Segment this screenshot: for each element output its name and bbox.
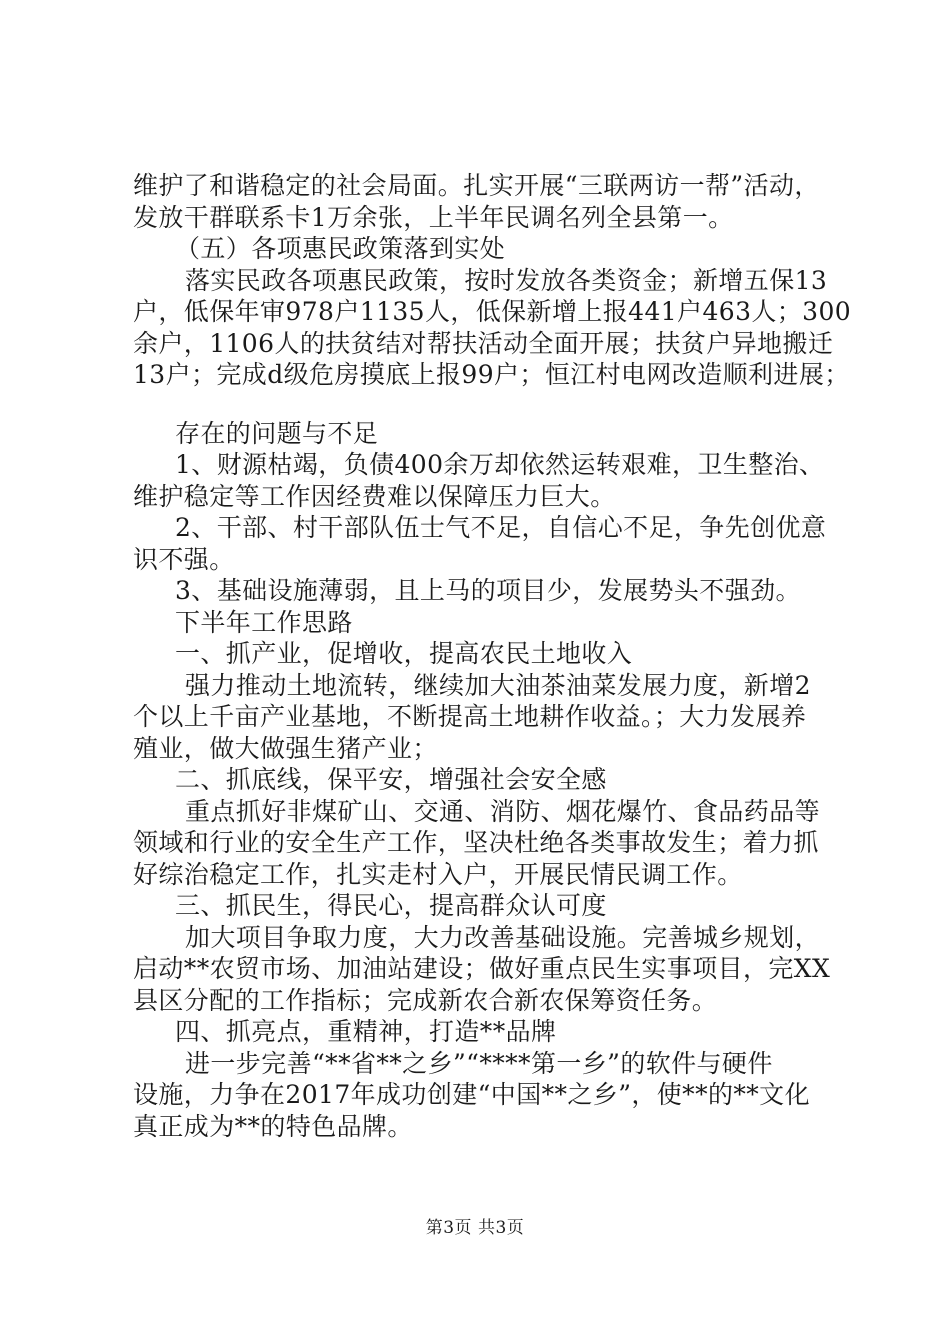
- paragraph-line: 13户；完成d级危房摸底上报99户；恒江村电网改造顺利进展；: [133, 360, 850, 389]
- subsection-heading: 一、抓产业，促增收，提高农民土地收入: [175, 639, 633, 668]
- paragraph-line: 县区分配的工作指标；完成新农合新农保筹资任务。: [133, 985, 718, 1015]
- paragraph-line: 殖业，做大做强生猪产业；: [133, 733, 438, 763]
- list-item: 2、干部、村干部队伍士气不足，自信心不足，争先创优意: [175, 513, 827, 542]
- subsection-heading: 四、抓亮点，重精神，打造**品牌: [175, 1017, 557, 1046]
- page-number-footer: 第3页 共3页: [425, 1218, 525, 1238]
- paragraph-line: 强力推动土地流转，继续加大油茶油菜发展力度，新增2: [185, 670, 811, 700]
- paragraph-line: 真正成为**的特色品牌。: [133, 1111, 413, 1141]
- list-item: 1、财源枯竭，负债400余万却依然运转艰难，卫生整治、: [175, 450, 825, 479]
- paragraph-line: 领域和行业的安全生产工作，坚决杜绝各类事故发生；着力抓: [133, 828, 819, 857]
- section-heading: 下半年工作思路: [175, 607, 353, 637]
- paragraph-line: 识不强。: [133, 544, 235, 574]
- paragraph-line: 重点抓好非煤矿山、交通、消防、烟花爆竹、食品药品等: [185, 796, 821, 826]
- section-heading: （五）各项惠民政策落到实处: [175, 234, 506, 263]
- paragraph-gap: [133, 391, 833, 418]
- paragraph-line: 维护了和谐稳定的社会局面。扎实开展“三联两访一帮”活动，: [133, 171, 820, 200]
- subsection-heading: 二、抓底线，保平安，增强社会安全感: [175, 765, 607, 794]
- paragraph-line: 发放干群联系卡1万余张，上半年民调名列全县第一。: [133, 202, 734, 232]
- paragraph-line: 进一步完善“**省**之乡”“****第一乡”的软件与硬件: [185, 1048, 773, 1078]
- paragraph-line: 维护稳定等工作因经费难以保障压力巨大。: [133, 481, 616, 511]
- subsection-heading: 三、抓民生，得民心，提高群众认可度: [175, 891, 607, 920]
- paragraph-line: 启动**农贸市场、加油站建设；做好重点民生实事项目，完XX: [133, 954, 831, 983]
- paragraph-line: 好综治稳定工作，扎实走村入户，开展民情民调工作。: [133, 859, 743, 889]
- paragraph-line: 加大项目争取力度，大力改善基础设施。完善城乡规划，: [185, 922, 821, 952]
- document-body: [133, 170, 852, 1142]
- list-item: 3、基础设施薄弱，且上马的项目少，发展势头不强劲。: [175, 576, 801, 605]
- paragraph-line: 户，低保年审978户1135人，低保新增上报441户463人；300: [133, 297, 852, 326]
- paragraph-line: 余户，1106人的扶贫结对帮扶活动全面开展；扶贫户异地搬迁: [133, 328, 834, 358]
- paragraph-line: 个以上千亩产业基地，不断提高土地耕作收益。；大力发展养: [133, 702, 807, 731]
- paragraph-line: 落实民政各项惠民政策，按时发放各类资金；新增五保13: [185, 265, 828, 295]
- paragraph-line: 设施，力争在2017年成功创建“中国**之乡”，使**的**文化: [133, 1080, 810, 1109]
- section-heading: 存在的问题与不足: [175, 418, 379, 448]
